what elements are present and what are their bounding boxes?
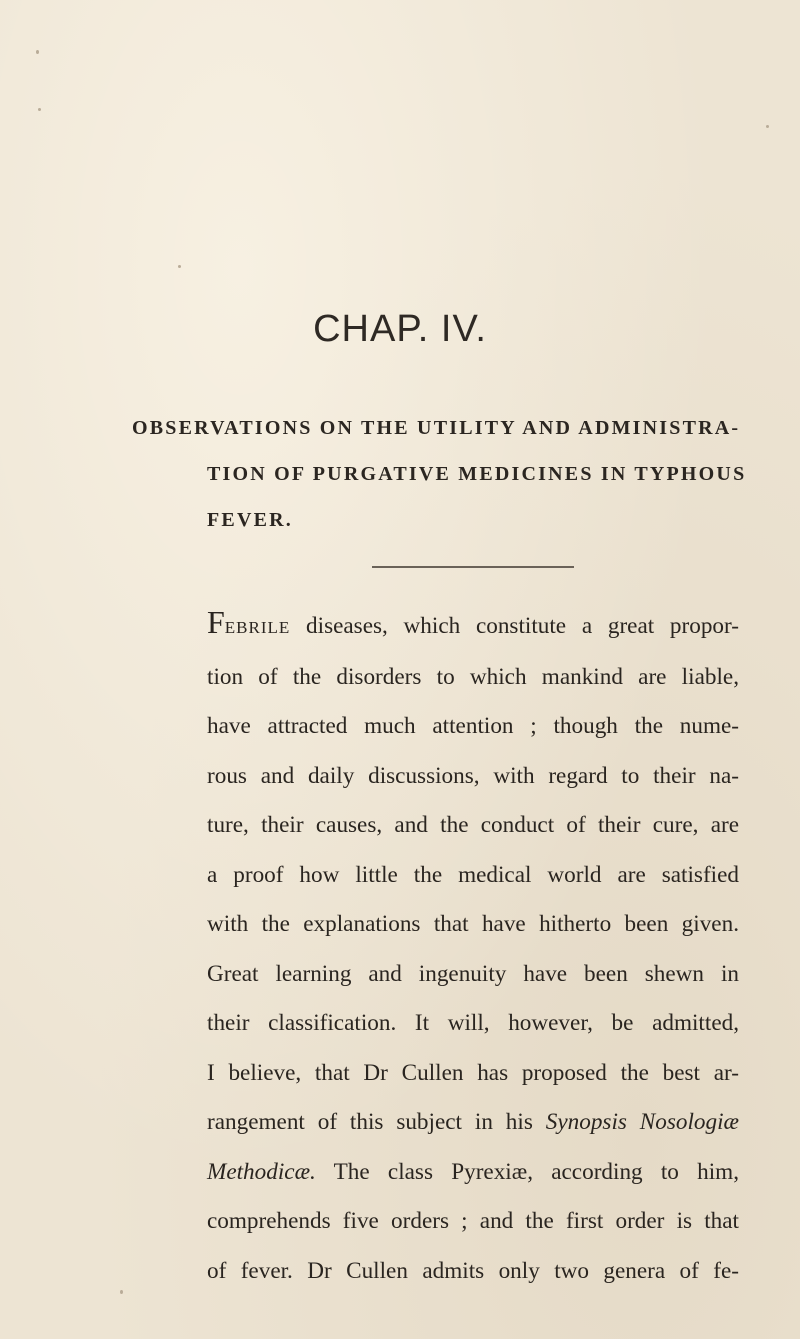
paper-speck [38,108,41,111]
heading-line: FEVER. [207,509,293,531]
text-line [207,602,739,653]
paper-speck [36,50,39,54]
paper-speck [178,265,181,268]
text-run: rangement of this subject in his [207,1109,546,1135]
text-line: tion of the disorders to which mankind are liable, [207,663,739,690]
heading-line: TION OF PURGATIVE MEDICINES IN TYPHOUS [207,463,747,485]
text-line: ture, their causes, and the conduct of their cure, are [207,812,739,838]
italic-title: Synopsis Nosologiæ [545,1109,740,1135]
text-line [207,1098,739,1148]
text-line: have attracted much attention ; though the nume- [207,713,739,739]
text-line: of fever. Dr Cullen admits only two genera of fe- [207,1257,739,1284]
chapter-title: CHAP. IV. [313,308,487,350]
text-line [207,1148,739,1198]
text-line: rous and daily discussions, with regard to their na- [207,762,739,789]
body-text [207,602,739,1296]
heading-line: OBSERVATIONS ON THE UTILITY AND ADMINISTRA- [132,417,741,439]
text-line: comprehends five orders ; and the first order is that [207,1208,739,1234]
drop-cap: F [207,604,225,640]
text-line: a proof how little the medical world are satisfied [207,861,739,888]
text-line: Great learning and ingenuity have been shewn in [207,960,739,987]
paper-speck [120,1290,123,1294]
divider-rule [372,566,574,568]
section-heading [128,405,748,543]
paper-speck [766,125,769,128]
italic-title: Methodicæ. [207,1158,316,1185]
text-line: with the explanations that have hitherto been given. [207,911,739,937]
small-caps-word: EBRILE [224,618,291,637]
text-run: diseases, which constitute a great propor- [290,613,739,639]
text-run: The class Pyrexiæ, according to him, [315,1158,739,1185]
text-line: their classification. It will, however, be admitted, [207,1010,739,1036]
text-line: I believe, that Dr Cullen has proposed the best ar- [207,1059,739,1086]
